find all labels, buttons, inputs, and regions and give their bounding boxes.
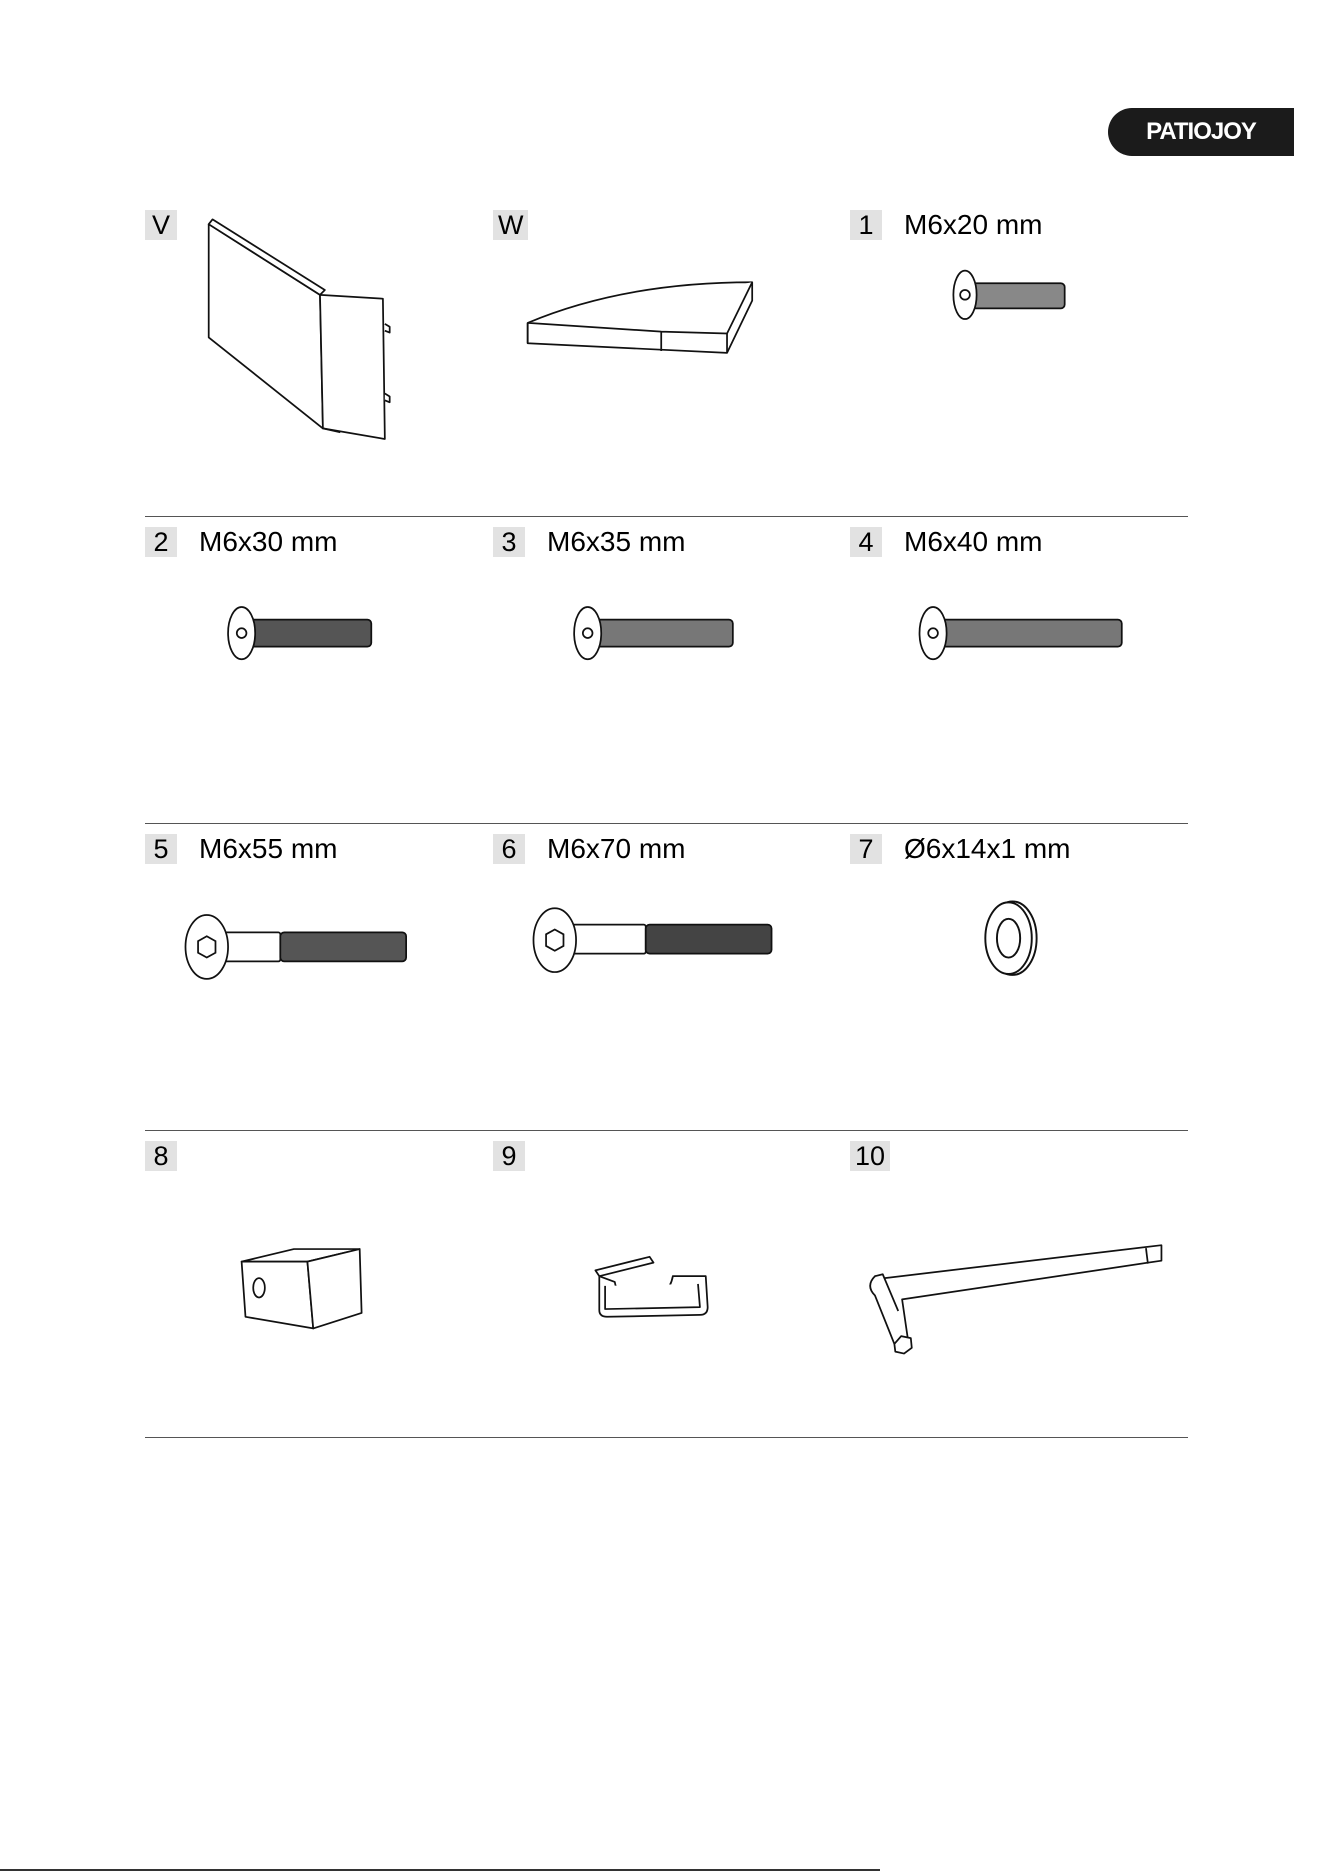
- part-number: 10: [850, 1141, 890, 1171]
- part-header: [145, 1141, 177, 1171]
- part-number: V: [145, 210, 177, 240]
- part-spec: M6x20 mm: [904, 209, 1043, 240]
- part-header: [493, 834, 685, 864]
- bolt-icon: [850, 517, 1200, 817]
- washer-icon: [850, 824, 1200, 1124]
- parts-row: [145, 200, 1188, 517]
- part-cell-9: [493, 1131, 843, 1437]
- part-cell-3: [493, 517, 843, 823]
- part-header: [493, 210, 528, 240]
- curved-board-icon: [493, 200, 843, 500]
- part-number: 3: [493, 527, 525, 557]
- part-number: 9: [493, 1141, 525, 1171]
- brand-logo: PATIOJOY: [1108, 108, 1294, 156]
- part-spec: M6x55 mm: [199, 833, 338, 864]
- part-cell-7: [850, 824, 1200, 1130]
- part-header: [145, 834, 337, 864]
- part-number: 7: [850, 834, 882, 864]
- panel-icon: [145, 200, 495, 500]
- part-header: [145, 527, 337, 557]
- part-cell-1: [850, 200, 1200, 516]
- part-header: [850, 834, 1071, 864]
- part-header: [850, 1141, 890, 1171]
- bolt-icon: [145, 824, 495, 1124]
- part-cell-8: [145, 1131, 495, 1437]
- part-header: [145, 210, 177, 240]
- allen-key-icon: [850, 1131, 1200, 1431]
- part-header: [493, 527, 685, 557]
- part-spec: Ø6x14x1 mm: [904, 833, 1071, 864]
- bolt-icon: [493, 824, 843, 1124]
- part-number: 4: [850, 527, 882, 557]
- part-header: [850, 210, 1042, 240]
- part-cell-5: [145, 824, 495, 1130]
- parts-list: [145, 200, 1188, 1438]
- part-header: [493, 1141, 525, 1171]
- part-cell-v: [145, 200, 495, 516]
- part-spec: M6x30 mm: [199, 526, 338, 557]
- part-cell-10: [850, 1131, 1200, 1437]
- part-number: 5: [145, 834, 177, 864]
- part-cell-w: [493, 200, 843, 516]
- bolt-icon: [850, 200, 1200, 500]
- part-header: [850, 527, 1042, 557]
- part-number: 2: [145, 527, 177, 557]
- part-number: 1: [850, 210, 882, 240]
- footer-rule: [0, 1869, 880, 1871]
- parts-row: [145, 824, 1188, 1131]
- part-cell-2: [145, 517, 495, 823]
- u-clip-icon: [493, 1131, 843, 1431]
- part-cell-4: [850, 517, 1200, 823]
- part-number: 6: [493, 834, 525, 864]
- parts-row: [145, 517, 1188, 824]
- part-spec: M6x70 mm: [547, 833, 686, 864]
- part-number: 8: [145, 1141, 177, 1171]
- parts-row: [145, 1131, 1188, 1438]
- part-spec: M6x40 mm: [904, 526, 1043, 557]
- barrel-nut-block-icon: [145, 1131, 495, 1431]
- bolt-icon: [145, 517, 495, 817]
- part-spec: M6x35 mm: [547, 526, 686, 557]
- part-cell-6: [493, 824, 843, 1130]
- bolt-icon: [493, 517, 843, 817]
- part-number: W: [493, 210, 528, 240]
